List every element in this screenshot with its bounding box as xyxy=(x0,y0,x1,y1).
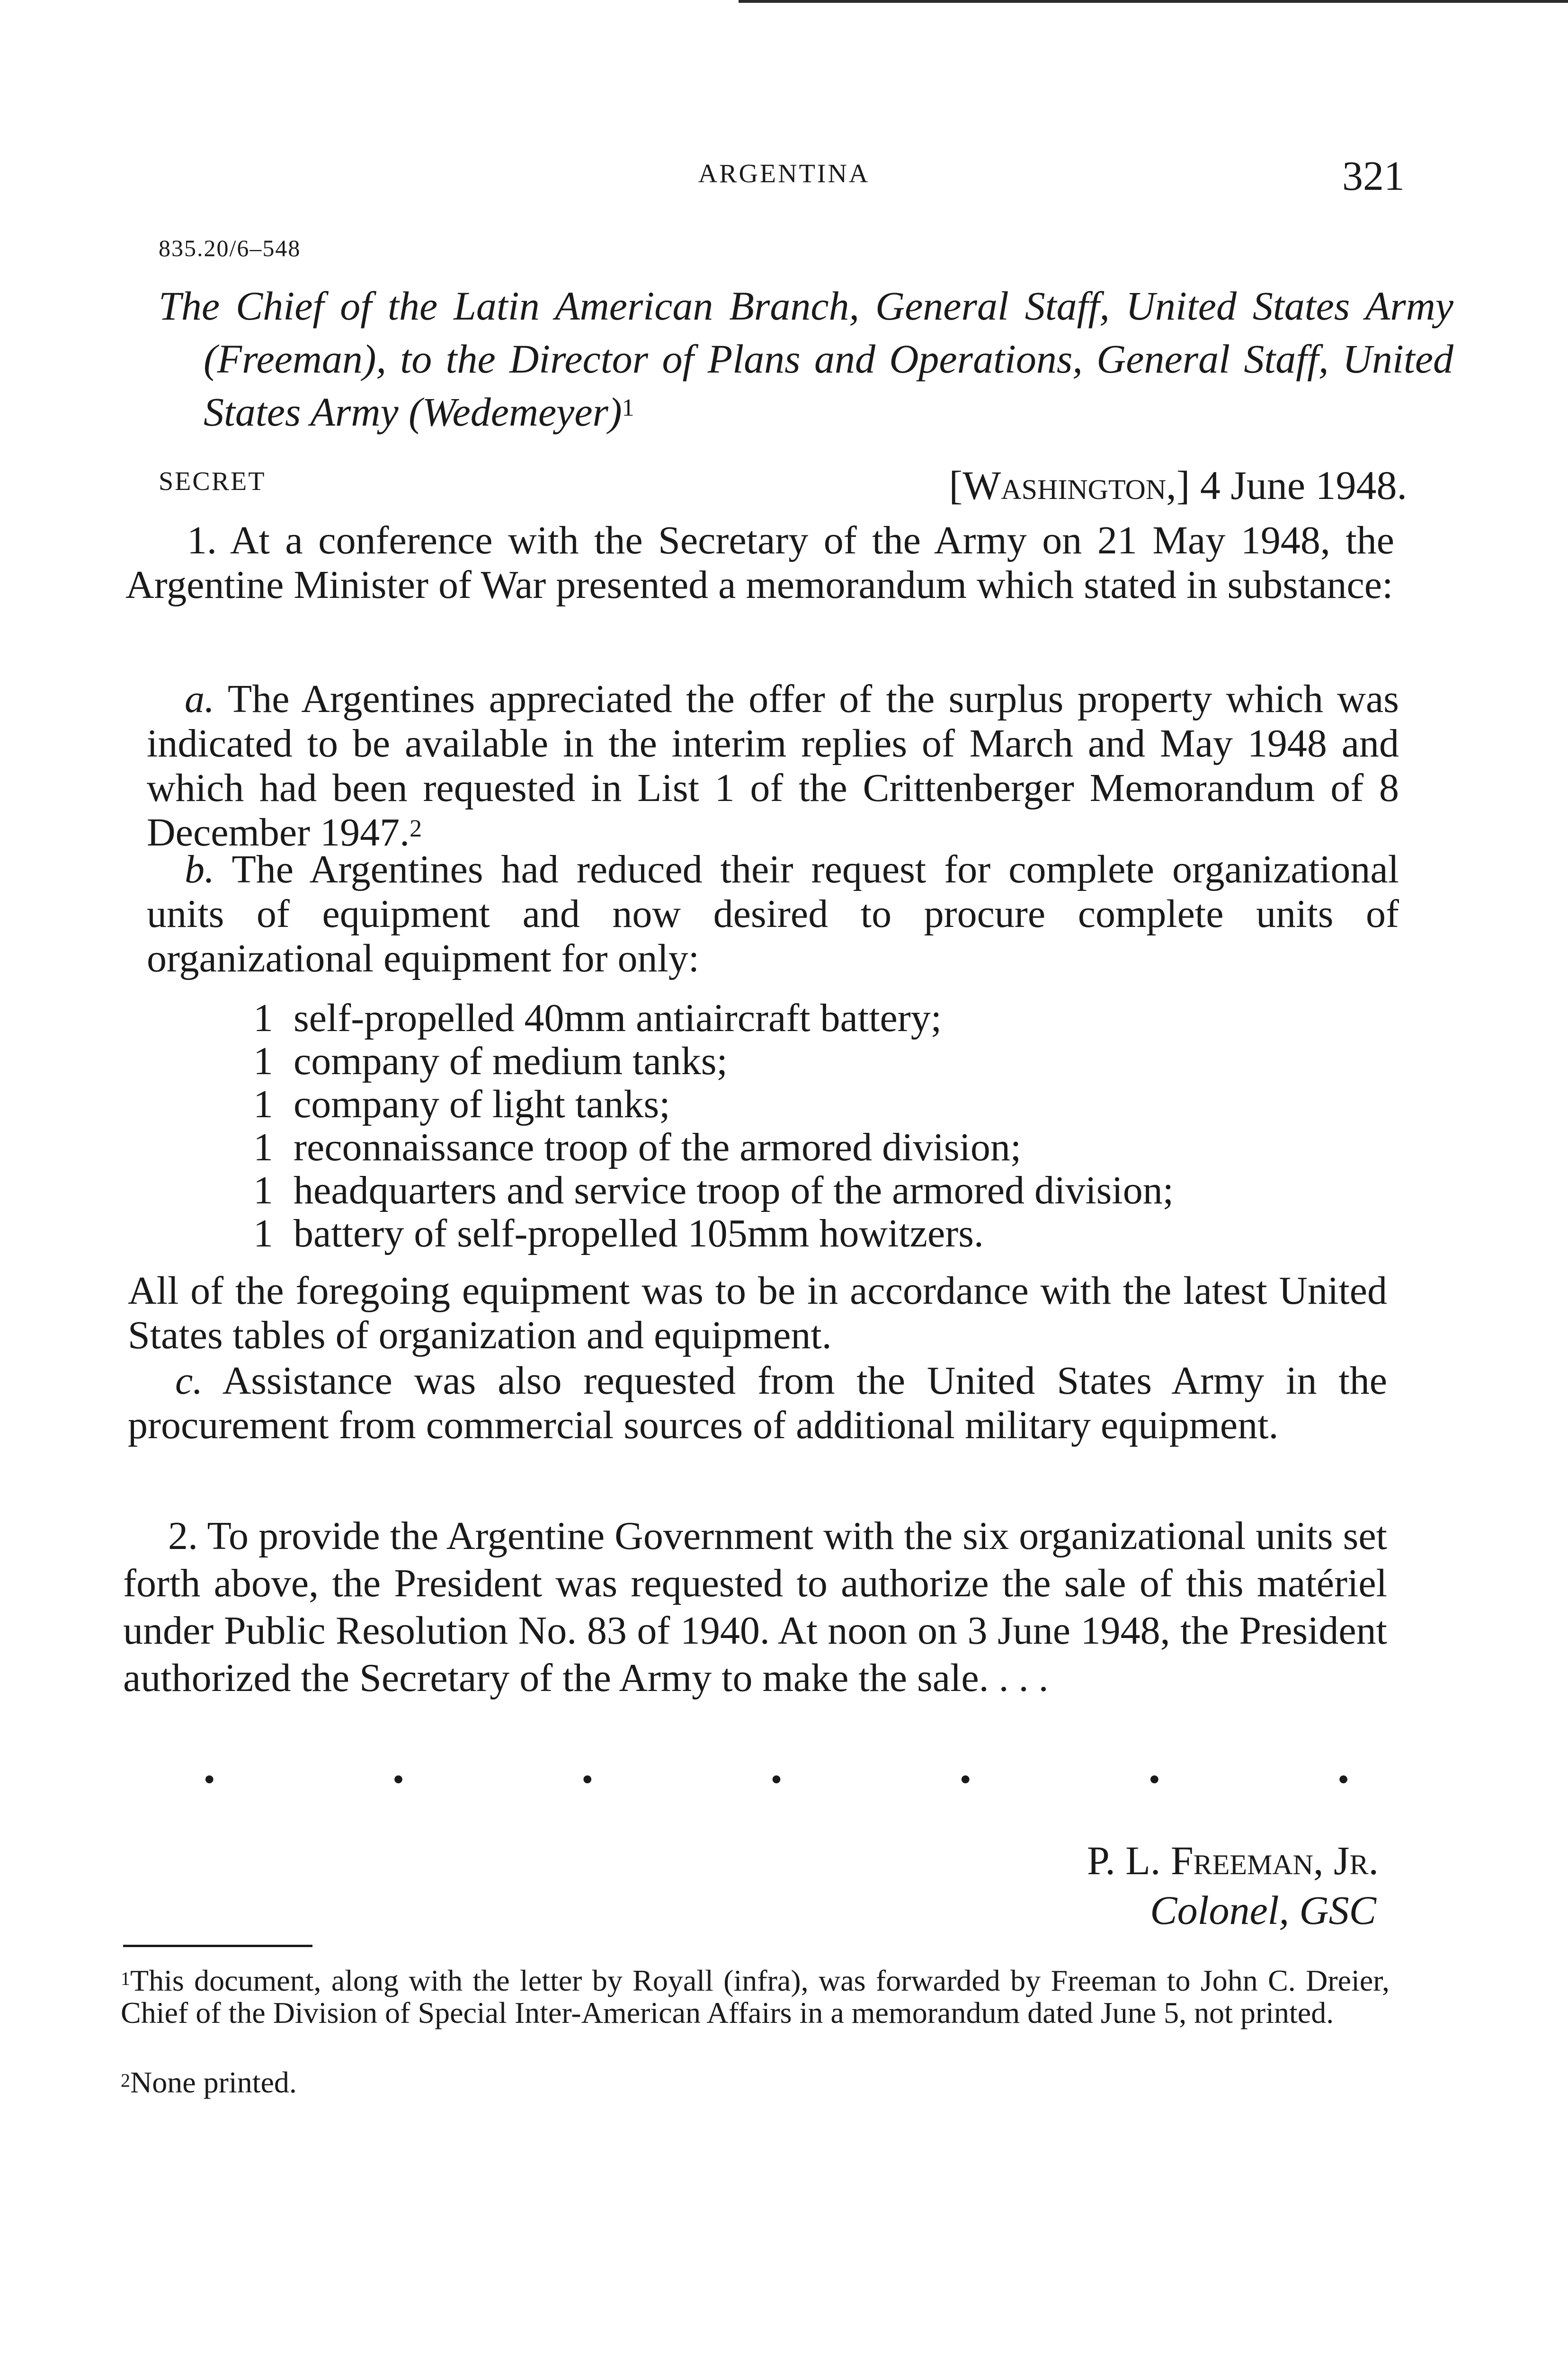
omission-dot: • xyxy=(1149,1762,1160,1798)
list-item: 1 reconnaissance troop of the armored division; xyxy=(253,1125,1022,1169)
list-item: 1 company of light tanks; xyxy=(253,1082,670,1126)
footnote-1-number: 1 xyxy=(121,1968,130,1989)
list-item: 1 self-propelled 40mm antiaircraft battery; xyxy=(253,996,942,1040)
paragraph-b-letter: b. xyxy=(185,847,214,891)
paragraph-a-text: The Argentines appreciated the offer of the surplus property which was indicated to be available in the interim replies of March and May 1948 and which had been requested in List 1 of the Crittenberger Memorandum of 8 December 1947. xyxy=(147,677,1399,854)
paragraph-c-text: Assistance was also requested from the United States Army in the procurement from commercial sources of additional military equipment. xyxy=(128,1359,1387,1447)
footnote-2-text: None printed. xyxy=(130,2065,297,2099)
classification: SECRET xyxy=(159,467,266,496)
dateline-place: [Washington,] xyxy=(949,463,1190,508)
list-item: 1 headquarters and service troop of the armored division; xyxy=(253,1168,1174,1212)
dateline-date: 4 June 1948. xyxy=(1200,463,1407,508)
footnote-2-number: 2 xyxy=(121,2070,130,2091)
footnote-rule xyxy=(123,1945,312,1947)
omission-dot: • xyxy=(392,1762,404,1798)
omission-dot: • xyxy=(770,1762,783,1798)
omission-dot: • xyxy=(204,1762,215,1798)
running-head: ARGENTINA xyxy=(698,159,870,188)
dateline xyxy=(949,462,1408,509)
paragraph-a-letter: a. xyxy=(185,677,214,721)
heading-text: The Chief of the Latin American Branch, General Staff, United States Army (Freeman), to the Director of Plans and Operations, General Staff, United States Army (Wedemeyer) xyxy=(159,283,1453,435)
list-item: 1 company of medium tanks; xyxy=(253,1039,728,1083)
footnote-1-text: This document, along with the letter by Royall (infra), was forwarded by Freeman to John C. Dreier, Chief of the Division of Special Inter-American Affairs in a memorandum dated June 5, not printed. xyxy=(121,1964,1390,2029)
heading-footnote-ref: 1 xyxy=(622,394,634,421)
paragraph-c-letter: c. xyxy=(175,1359,203,1403)
file-number: 835.20/6–548 xyxy=(159,235,301,261)
paragraph-c xyxy=(128,1359,1387,1448)
document-heading xyxy=(159,279,1453,438)
paragraph-after-list: All of the foregoing equipment was to be in accordance with the latest United States tables of organization and equipment. xyxy=(128,1269,1387,1357)
signature-title: Colonel, GSC xyxy=(1150,1887,1376,1933)
units-list xyxy=(253,997,1174,1255)
paragraph-2: 2. To provide the Argentine Government with the six organizational units set forth above, the President was requested to authorize the sale of this matériel under Public Resolution No. 83 of 1940. At noon on 3 June 1948, the President authorized the Secretary of the Army to make the sale. . . . xyxy=(123,1514,1387,1700)
paragraph-a xyxy=(147,677,1399,855)
page-number: 321 xyxy=(1342,153,1405,199)
paragraph-a-footnote-ref: 2 xyxy=(410,815,422,842)
paragraph-b xyxy=(147,847,1399,981)
omission-dots xyxy=(204,1761,1349,1799)
top-border-line xyxy=(739,0,1568,3)
signature-name: P. L. Freeman, Jr. xyxy=(1087,1838,1379,1883)
footnote-1 xyxy=(121,1965,1390,2029)
paragraph-1: 1. At a conference with the Secretary of the Army on 21 May 1948, the Argentine Minister of War presented a memorandum which stated in substance: xyxy=(125,518,1394,607)
omission-dot: • xyxy=(1337,1762,1349,1798)
footnote-2 xyxy=(121,2066,1390,2099)
paragraph-b-text: The Argentines had reduced their request for complete organizational units of equipment and now desired to procure complete units of organizational equipment for only: xyxy=(147,847,1399,980)
omission-dot: • xyxy=(959,1762,971,1798)
list-item: 1 battery of self-propelled 105mm howitzers. xyxy=(253,1211,984,1255)
omission-dot: • xyxy=(581,1762,593,1798)
